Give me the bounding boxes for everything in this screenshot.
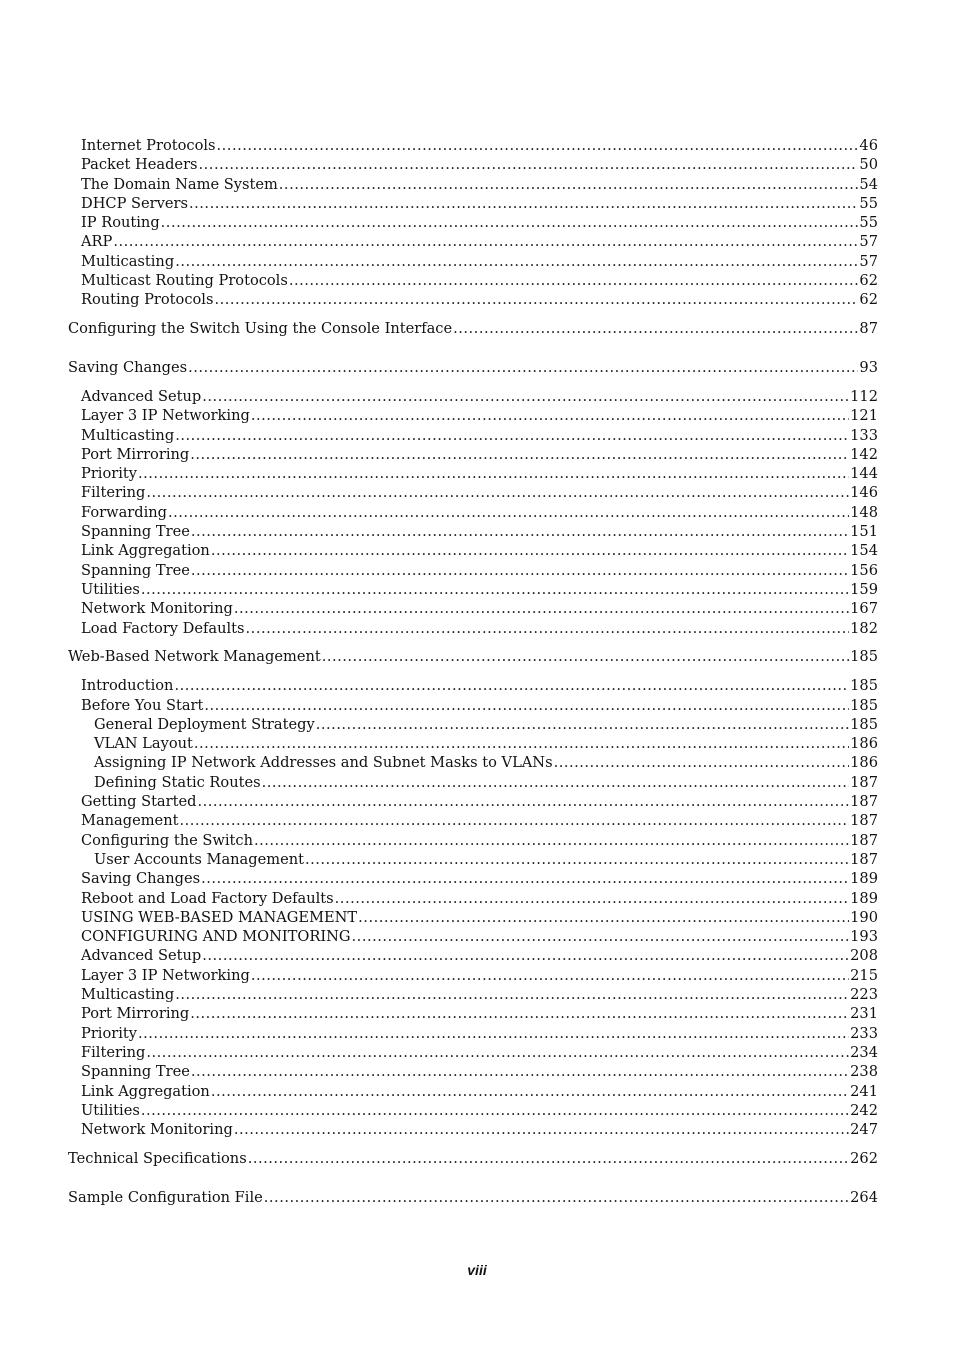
dot-leader — [214, 290, 858, 309]
toc-entry-title: Filtering — [81, 1043, 146, 1061]
toc-entry-title: Introduction — [81, 677, 174, 695]
dot-leader — [175, 252, 858, 271]
toc-entry-page: 189 — [850, 889, 878, 907]
dot-leader — [254, 831, 849, 850]
dot-leader — [251, 966, 849, 985]
toc-entry[interactable] — [68, 232, 878, 251]
toc-entry-page: 146 — [850, 484, 878, 502]
toc-entry[interactable] — [68, 1120, 878, 1139]
toc-entry[interactable] — [68, 985, 878, 1004]
toc-entry-page: 186 — [850, 735, 878, 753]
toc-entry-page: 156 — [850, 561, 878, 579]
toc-entry-title: Advanced Setup — [81, 947, 202, 965]
dot-leader — [201, 869, 849, 888]
toc-entry[interactable] — [68, 773, 878, 792]
dot-leader — [138, 464, 849, 483]
toc-entry-title: The Domain Name System — [81, 175, 278, 193]
toc-entry-page: 187 — [850, 831, 878, 849]
toc-entry-title: Spanning Tree — [81, 561, 190, 579]
toc-entry[interactable] — [68, 1024, 878, 1043]
toc-entry-title: ARP — [81, 233, 113, 251]
toc-entry-title: Utilities — [81, 580, 140, 598]
toc-entry[interactable] — [68, 213, 878, 232]
toc-entry-page: 50 — [859, 156, 878, 174]
toc-entry-page: 154 — [850, 542, 878, 560]
dot-leader — [146, 1043, 849, 1062]
toc-entry[interactable] — [68, 850, 878, 869]
toc-entry[interactable] — [68, 580, 878, 599]
toc-entry-title: Network Monitoring — [81, 600, 233, 618]
toc-entry[interactable] — [68, 753, 878, 772]
dot-leader — [190, 1004, 849, 1023]
page-number: viii — [467, 1262, 487, 1278]
toc-entry-title: Load Factory Defaults — [81, 619, 245, 637]
toc-entry-title: Configuring the Switch — [81, 831, 253, 849]
toc-entry-title: Advanced Setup — [81, 387, 202, 405]
toc-entry-title: Sample Configuration File — [68, 1188, 263, 1206]
toc-entry[interactable] — [68, 541, 878, 560]
toc-entry-page: 93 — [859, 359, 878, 377]
toc-entry-title: Defining Static Routes — [94, 773, 261, 791]
toc-entry[interactable] — [68, 869, 878, 888]
toc-entry[interactable] — [68, 831, 878, 850]
toc-entry-title: General Deployment Strategy — [94, 715, 315, 733]
toc-entry[interactable] — [68, 561, 878, 580]
toc-entry-page: 231 — [850, 1005, 878, 1023]
toc-entry-page: 151 — [850, 523, 878, 541]
toc-entry[interactable] — [68, 966, 878, 985]
toc-entry-page: 57 — [859, 252, 878, 270]
toc-entry-page: 187 — [850, 773, 878, 791]
toc-entry[interactable] — [68, 445, 878, 464]
toc-entry-title: Multicasting — [81, 252, 175, 270]
dot-leader — [146, 483, 849, 502]
toc-entry[interactable] — [68, 503, 878, 522]
dot-leader — [248, 1149, 849, 1168]
dot-leader — [188, 358, 858, 377]
toc-entry[interactable] — [68, 946, 878, 965]
toc-entry[interactable] — [68, 676, 878, 695]
dot-leader — [191, 1062, 849, 1081]
toc-entry[interactable] — [68, 290, 878, 309]
toc-entry-page: 241 — [850, 1082, 878, 1100]
toc-entry-title: Spanning Tree — [81, 523, 190, 541]
toc-entry-title: Layer 3 IP Networking — [81, 966, 250, 984]
toc-entry-page: 189 — [850, 870, 878, 888]
toc-entry[interactable] — [68, 387, 878, 406]
dot-leader — [141, 580, 849, 599]
dot-leader — [554, 753, 850, 772]
dot-leader — [305, 850, 849, 869]
dot-leader — [175, 985, 849, 1004]
dot-leader — [141, 1101, 849, 1120]
dot-leader — [246, 619, 850, 638]
toc-entry-page: 121 — [850, 407, 878, 425]
toc-entry-page: 182 — [850, 619, 878, 637]
toc-entry-title: Configuring the Switch Using the Console Interface — [68, 320, 453, 338]
toc-entry[interactable] — [68, 1004, 878, 1023]
toc-entry[interactable] — [68, 734, 878, 753]
toc-entry[interactable] — [68, 319, 878, 338]
toc-entry-title: VLAN Layout — [94, 735, 193, 753]
dot-leader — [174, 676, 849, 695]
toc-entry[interactable] — [68, 889, 878, 908]
toc-entry-title: Port Mirroring — [81, 445, 190, 463]
toc-entry-page: 238 — [850, 1063, 878, 1081]
dot-leader — [289, 271, 859, 290]
dot-leader — [358, 908, 849, 927]
dot-leader — [202, 946, 849, 965]
toc-entry[interactable] — [68, 1043, 878, 1062]
dot-leader — [335, 889, 849, 908]
dot-leader — [234, 1120, 849, 1139]
toc-entry-page: 148 — [850, 503, 878, 521]
toc-entry-page: 186 — [850, 754, 878, 772]
dot-leader — [211, 541, 849, 560]
dot-leader — [190, 445, 849, 464]
dot-leader — [262, 773, 850, 792]
toc-entry-title: Filtering — [81, 484, 146, 502]
dot-leader — [191, 522, 849, 541]
toc-entry-page: 55 — [859, 194, 878, 212]
dot-leader — [352, 927, 850, 946]
toc-entry-page: 144 — [850, 465, 878, 483]
dot-leader — [175, 426, 849, 445]
toc-entry-title: Link Aggregation — [81, 542, 210, 560]
dot-leader — [138, 1024, 849, 1043]
toc-entry-title: Spanning Tree — [81, 1063, 190, 1081]
toc-entry-page: 190 — [850, 908, 878, 926]
toc-entry-title: Layer 3 IP Networking — [81, 407, 250, 425]
toc-entry-title: Saving Changes — [68, 359, 188, 377]
toc-entry[interactable] — [68, 811, 878, 830]
dot-leader — [179, 811, 849, 830]
toc-entry-page: 87 — [859, 320, 878, 338]
toc-entry-page: 159 — [850, 580, 878, 598]
toc-entry-page: 133 — [850, 426, 878, 444]
toc-entry-page: 167 — [850, 600, 878, 618]
toc-entry-title: User Accounts Management — [94, 850, 304, 868]
toc-entry[interactable] — [68, 426, 878, 445]
toc-entry[interactable] — [68, 696, 878, 715]
toc-entry-title: Management — [81, 812, 179, 830]
toc-entry-title: Forwarding — [81, 503, 168, 521]
dot-leader — [168, 503, 849, 522]
toc-entry-page: 187 — [850, 812, 878, 830]
table-of-contents — [68, 136, 878, 1207]
toc-entry-page: 187 — [850, 850, 878, 868]
toc-entry[interactable] — [68, 483, 878, 502]
dot-leader — [202, 387, 849, 406]
dot-leader — [217, 136, 859, 155]
toc-entry[interactable] — [68, 1101, 878, 1120]
toc-entry[interactable] — [68, 464, 878, 483]
toc-entry[interactable] — [68, 522, 878, 541]
dot-leader — [191, 561, 849, 580]
toc-entry-page: 46 — [859, 137, 878, 154]
toc-entry-page: 234 — [850, 1043, 878, 1061]
toc-entry-title: Utilities — [81, 1101, 140, 1119]
dot-leader — [194, 734, 849, 753]
dot-leader — [211, 1082, 849, 1101]
toc-entry[interactable] — [68, 1082, 878, 1101]
dot-leader — [264, 1188, 849, 1207]
toc-entry-page: 264 — [850, 1188, 878, 1206]
toc-entry-title: Multicasting — [81, 986, 175, 1004]
toc-entry-page: 55 — [859, 214, 878, 232]
toc-entry-title: Internet Protocols — [81, 137, 216, 154]
toc-entry[interactable] — [68, 194, 878, 213]
toc-entry-title: Routing Protocols — [81, 291, 214, 309]
toc-entry-title: Multicast Routing Protocols — [81, 272, 288, 290]
toc-entry-title: Link Aggregation — [81, 1082, 210, 1100]
toc-entry[interactable] — [68, 271, 878, 290]
toc-entry-title: Priority — [81, 465, 138, 483]
toc-entry-page: 223 — [850, 986, 878, 1004]
toc-entry-title: Network Monitoring — [81, 1121, 233, 1139]
toc-entry-page: 247 — [850, 1121, 878, 1139]
toc-entry-title: Assigning IP Network Addresses and Subnet Masks to VLANs — [94, 754, 553, 772]
toc-entry-title: Packet Headers — [81, 156, 198, 174]
toc-entry-title: DHCP Servers — [81, 194, 189, 212]
dot-leader — [204, 696, 849, 715]
toc-entry-title: Port Mirroring — [81, 1005, 190, 1023]
toc-entry-title: Multicasting — [81, 426, 175, 444]
toc-entry-title: USING WEB-BASED MANAGEMENT — [81, 908, 358, 926]
toc-entry-title: Reboot and Load Factory Defaults — [81, 889, 334, 907]
toc-entry-page: 185 — [850, 715, 878, 733]
toc-entry[interactable] — [68, 647, 878, 666]
toc-entry[interactable] — [68, 175, 878, 194]
toc-entry-page: 57 — [859, 233, 878, 251]
dot-leader — [279, 175, 859, 194]
toc-entry-page: 62 — [859, 291, 878, 309]
toc-entry-page: 242 — [850, 1101, 878, 1119]
dot-leader — [113, 232, 858, 251]
dot-leader — [322, 647, 849, 666]
toc-entry[interactable] — [68, 155, 878, 174]
toc-entry[interactable] — [68, 792, 878, 811]
toc-entry-page: 112 — [850, 387, 878, 405]
toc-entry[interactable] — [68, 252, 878, 271]
toc-entry[interactable] — [68, 1149, 878, 1168]
toc-entry-title: Web-Based Network Management — [68, 648, 321, 666]
toc-entry[interactable] — [68, 908, 878, 927]
toc-entry[interactable] — [68, 927, 878, 946]
toc-entry-title: Getting Started — [81, 793, 197, 811]
toc-entry-page: 193 — [850, 928, 878, 946]
toc-entry[interactable] — [68, 136, 878, 155]
dot-leader — [199, 155, 859, 174]
toc-entry[interactable] — [68, 1188, 878, 1207]
toc-entry-title: Priority — [81, 1024, 138, 1042]
toc-entry-title: Saving Changes — [81, 870, 201, 888]
toc-entry-page: 187 — [850, 793, 878, 811]
toc-entry-page: 62 — [859, 272, 878, 290]
toc-entry-page: 142 — [850, 445, 878, 463]
toc-entry-page: 185 — [850, 696, 878, 714]
toc-entry-page: 185 — [850, 648, 878, 666]
toc-entry-page: 185 — [850, 677, 878, 695]
toc-entry[interactable] — [68, 406, 878, 425]
dot-leader — [234, 599, 849, 618]
toc-entry-page: 54 — [859, 175, 878, 193]
dot-leader — [189, 194, 858, 213]
toc-entry-page: 233 — [850, 1024, 878, 1042]
toc-entry-title: CONFIGURING AND MONITORING — [81, 928, 351, 946]
dot-leader — [251, 406, 849, 425]
toc-entry-title: Technical Specifications — [68, 1150, 247, 1168]
toc-entry-title: IP Routing — [81, 214, 160, 232]
toc-entry[interactable] — [68, 715, 878, 734]
dot-leader — [316, 715, 849, 734]
dot-leader — [453, 319, 858, 338]
toc-entry[interactable] — [68, 1062, 878, 1081]
toc-entry[interactable] — [68, 619, 878, 638]
toc-entry-page: 262 — [850, 1150, 878, 1168]
toc-entry-page: 208 — [850, 947, 878, 965]
dot-leader — [197, 792, 849, 811]
toc-entry[interactable] — [68, 358, 878, 377]
toc-entry-page: 215 — [850, 966, 878, 984]
toc-entry-title: Before You Start — [81, 696, 204, 714]
toc-entry[interactable] — [68, 599, 878, 618]
dot-leader — [161, 213, 859, 232]
